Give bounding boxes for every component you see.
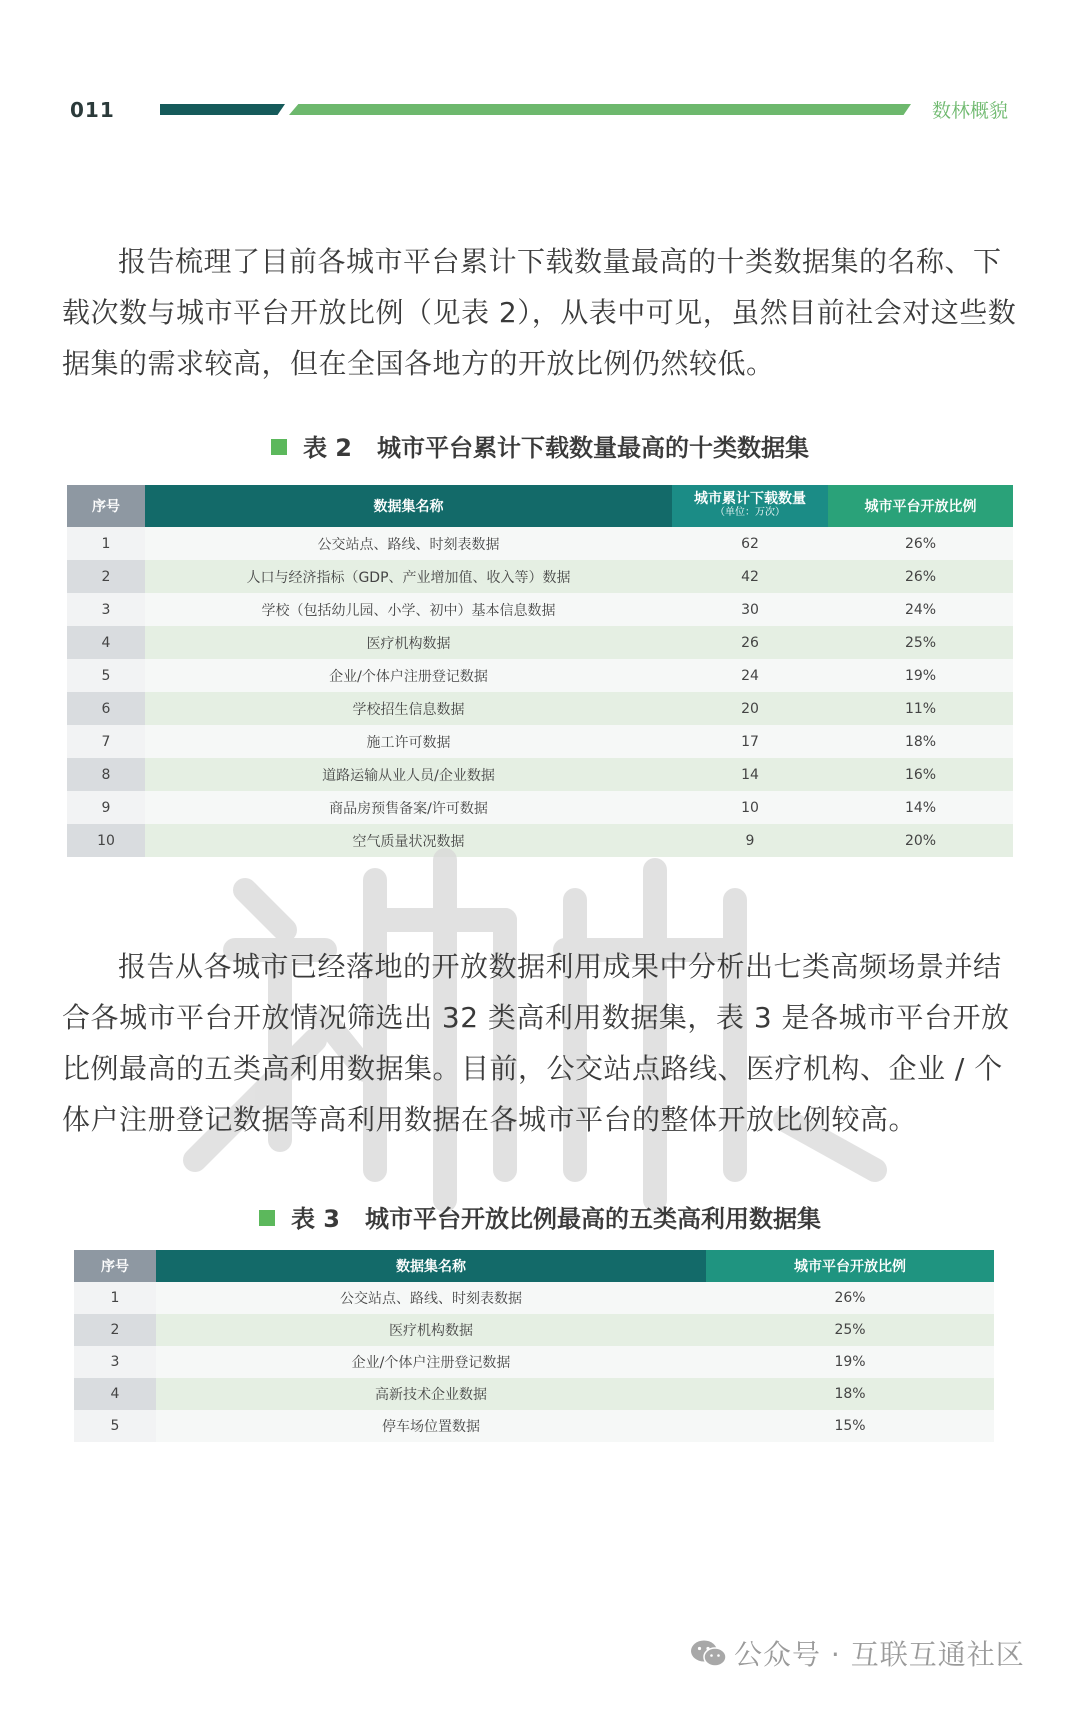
col-header-count-label: 城市累计下载数量	[694, 491, 806, 507]
cell-name: 商品房预售备案/许可数据	[145, 791, 672, 824]
cell-ratio: 18%	[706, 1378, 994, 1410]
cell-count: 26	[672, 626, 828, 659]
cell-ratio: 26%	[828, 560, 1013, 593]
table-row	[67, 527, 1013, 560]
col-header-name: 数据集名称	[156, 1250, 706, 1282]
cell-name: 公交站点、路线、时刻表数据	[145, 527, 672, 560]
cell-index: 3	[74, 1346, 156, 1378]
cell-count: 17	[672, 725, 828, 758]
table-2-title-text: 表 2 城市平台累计下载数量最高的十类数据集	[302, 434, 810, 462]
cell-name: 企业/个体户注册登记数据	[145, 659, 672, 692]
cell-ratio: 15%	[706, 1410, 994, 1442]
cell-name: 施工许可数据	[145, 725, 672, 758]
cell-index: 2	[74, 1314, 156, 1346]
cell-name: 医疗机构数据	[145, 626, 672, 659]
cell-count: 20	[672, 692, 828, 725]
cell-name: 高新技术企业数据	[156, 1378, 706, 1410]
table-row	[67, 593, 1013, 626]
cell-name: 医疗机构数据	[156, 1314, 706, 1346]
table-3	[74, 1250, 994, 1442]
cell-count: 24	[672, 659, 828, 692]
col-header-index: 序号	[67, 485, 145, 527]
col-header-ratio: 城市平台开放比例	[706, 1250, 994, 1282]
title-square-icon	[259, 1210, 275, 1226]
table-row	[67, 725, 1013, 758]
cell-count: 62	[672, 527, 828, 560]
cell-name: 企业/个体户注册登记数据	[156, 1346, 706, 1378]
cell-name: 道路运输从业人员/企业数据	[145, 758, 672, 791]
cell-name: 公交站点、路线、时刻表数据	[156, 1282, 706, 1314]
cell-index: 5	[67, 659, 145, 692]
cell-index: 4	[74, 1378, 156, 1410]
table-row	[74, 1378, 994, 1410]
table-row	[67, 659, 1013, 692]
wechat-icon	[690, 1639, 728, 1669]
cell-index: 10	[67, 824, 145, 857]
table-row	[67, 626, 1013, 659]
cell-name: 空气质量状况数据	[145, 824, 672, 857]
cell-name: 停车场位置数据	[156, 1410, 706, 1442]
body-paragraph-1: 报告梳理了目前各城市平台累计下载数量最高的十类数据集的名称、下载次数与城市平台开放比例（见表 2），从表中可见，虽然目前社会对这些数据集的需求较高，但在全国各地方的开放比例仍然较低。	[62, 245, 1017, 380]
table-row	[67, 824, 1013, 857]
table-row	[74, 1282, 994, 1314]
table-row	[74, 1346, 994, 1378]
cell-index: 9	[67, 791, 145, 824]
cell-ratio: 20%	[828, 824, 1013, 857]
table-3-title-text: 表 3 城市平台开放比例最高的五类高利用数据集	[290, 1205, 822, 1233]
cell-ratio: 19%	[828, 659, 1013, 692]
cell-ratio: 11%	[828, 692, 1013, 725]
cell-ratio: 25%	[706, 1314, 994, 1346]
cell-ratio: 26%	[706, 1282, 994, 1314]
col-header-name: 数据集名称	[145, 485, 672, 527]
cell-ratio: 16%	[828, 758, 1013, 791]
cell-ratio: 19%	[706, 1346, 994, 1378]
cell-index: 3	[67, 593, 145, 626]
cell-index: 1	[74, 1282, 156, 1314]
cell-ratio: 26%	[828, 527, 1013, 560]
cell-count: 30	[672, 593, 828, 626]
col-header-count	[672, 485, 828, 527]
header-bar-dark	[160, 104, 285, 115]
cell-count: 42	[672, 560, 828, 593]
table-2-title	[0, 428, 1080, 463]
table-3-header-row	[74, 1250, 994, 1282]
col-header-count-unit: （单位：万次）	[715, 507, 785, 518]
cell-ratio: 24%	[828, 593, 1013, 626]
cell-index: 6	[67, 692, 145, 725]
cell-index: 2	[67, 560, 145, 593]
table-row	[74, 1314, 994, 1346]
cell-index: 7	[67, 725, 145, 758]
table-row	[67, 560, 1013, 593]
col-header-ratio: 城市平台开放比例	[828, 485, 1013, 527]
table-row	[67, 791, 1013, 824]
cell-ratio: 25%	[828, 626, 1013, 659]
cell-name: 人口与经济指标（GDP、产业增加值、收入等）数据	[145, 560, 672, 593]
table-2-header-row	[67, 485, 1013, 527]
cell-ratio: 14%	[828, 791, 1013, 824]
footer-credit	[690, 1633, 1025, 1673]
section-name: 数林概貌	[931, 100, 1008, 122]
table-row	[67, 758, 1013, 791]
table-row	[67, 692, 1013, 725]
col-header-index: 序号	[74, 1250, 156, 1282]
cell-index: 1	[67, 527, 145, 560]
cell-ratio: 18%	[828, 725, 1013, 758]
cell-name: 学校（包括幼儿园、小学、初中）基本信息数据	[145, 593, 672, 626]
cell-name: 学校招生信息数据	[145, 692, 672, 725]
table-2	[67, 485, 1013, 857]
page-number: 011	[70, 98, 115, 122]
body-paragraph-2: 报告从各城市已经落地的开放数据利用成果中分析出七类高频场景并结合各城市平台开放情况筛选出 32 类高利用数据集，表 3 是各城市平台开放比例最高的五类高利用数据集。目前，公交站点路线、医疗机构、企业 / 个体户注册登记数据等高利用数据在各城市平台的整体开放比例较高。	[62, 950, 1010, 1136]
cell-index: 5	[74, 1410, 156, 1442]
header-bar-green	[289, 104, 911, 115]
title-square-icon	[271, 439, 287, 455]
table-row	[74, 1410, 994, 1442]
cell-count: 14	[672, 758, 828, 791]
cell-count: 9	[672, 824, 828, 857]
footer-text: 公众号 · 互联互通社区	[734, 1638, 1025, 1671]
table-3-title	[0, 1199, 1080, 1234]
cell-index: 8	[67, 758, 145, 791]
cell-index: 4	[67, 626, 145, 659]
cell-count: 10	[672, 791, 828, 824]
